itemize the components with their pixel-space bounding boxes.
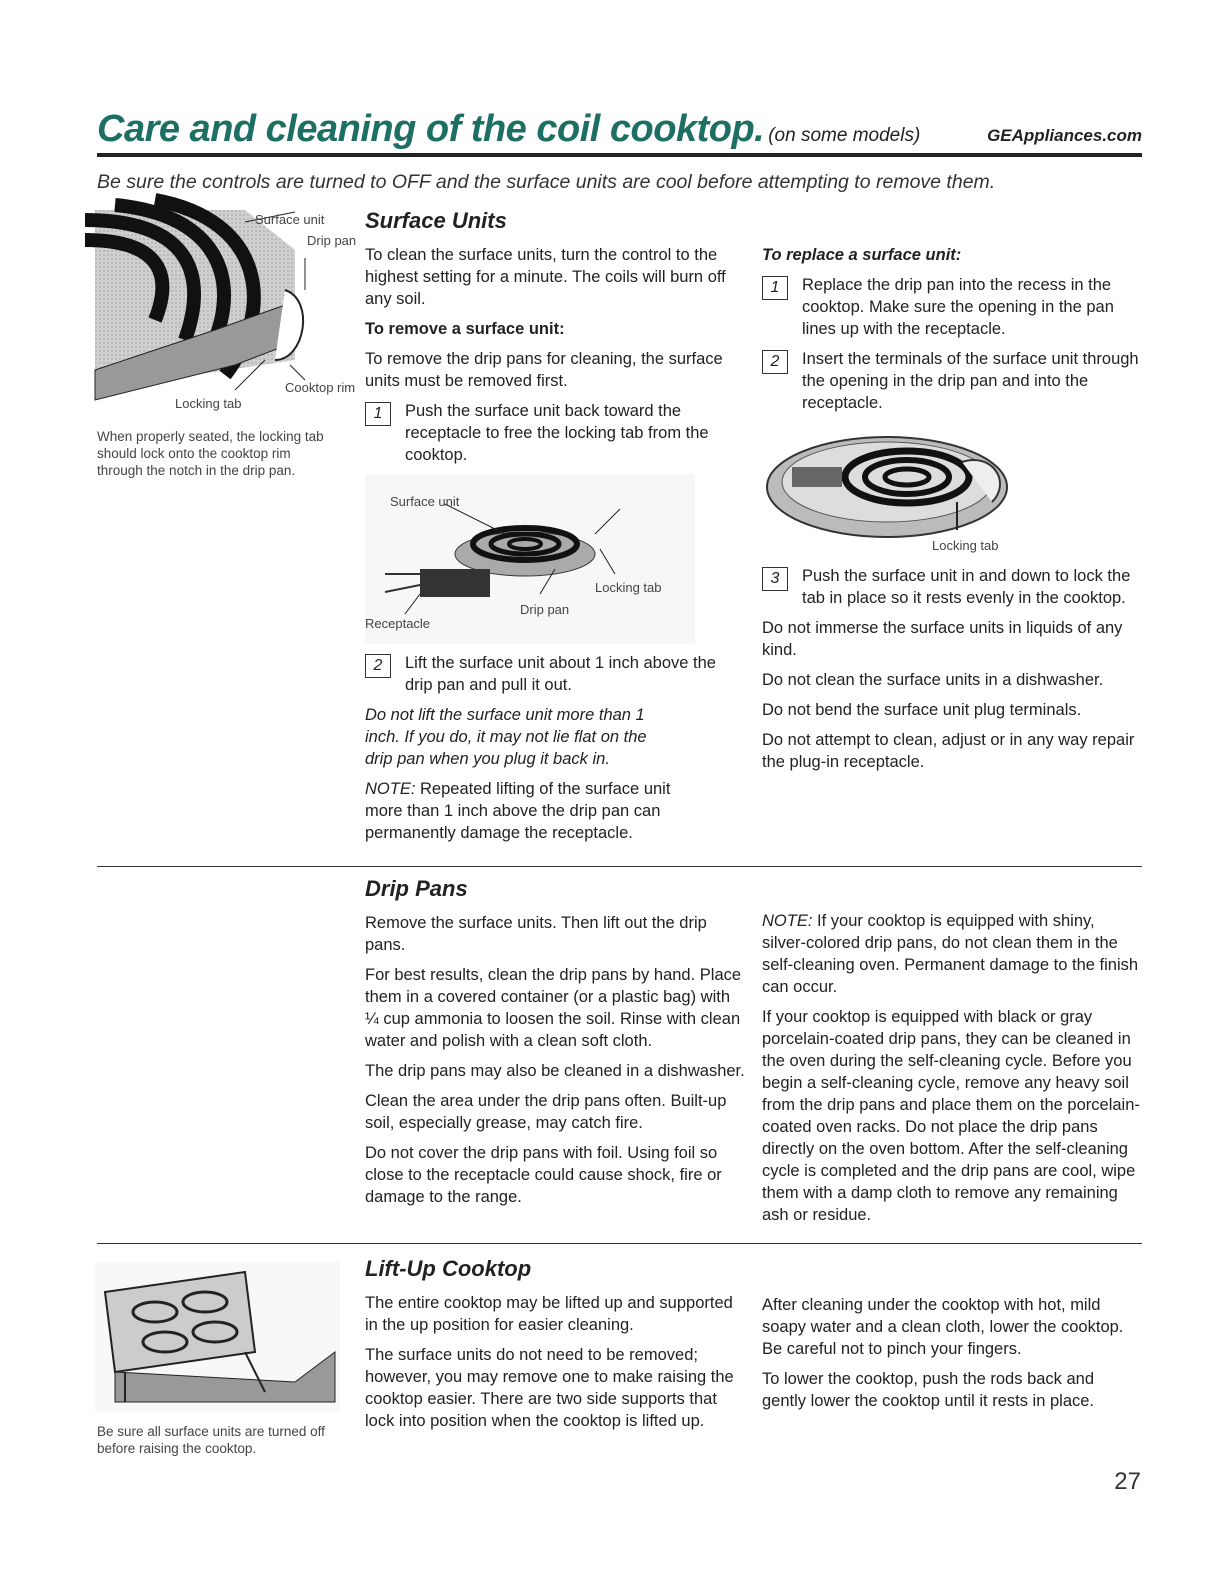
replace-step-2: 2 Insert the terminals of the surface unit through the opening in the drip pan and into the receptacle. <box>762 348 1142 414</box>
step-number-icon: 2 <box>365 654 391 678</box>
surface-units-section <box>365 208 745 852</box>
label-locking-tab: Locking tab <box>175 396 242 411</box>
drip-pans-p4: Clean the area under the drip pans often. Built-up soil, especially grease, may catch fire. <box>365 1092 727 1132</box>
remove-step-1: 1 Push the surface unit back toward the receptacle to free the locking tab from the cooktop. <box>365 400 745 466</box>
remove-heading: To remove a surface unit: <box>365 320 565 338</box>
note-label: NOTE: <box>365 780 416 798</box>
remove-step-2: 2 Lift the surface unit about 1 inch above the drip pan and pull it out. <box>365 652 745 696</box>
page-title: Care and cleaning of the coil cooktop. (on some models) <box>97 108 921 150</box>
liftup-p2: The surface units do not need to be removed; however, you may remove one to make raising the cooktop easier. There are two side supports that lock into position when the cooktop is lifted up. <box>365 1346 734 1430</box>
liftup-p1: The entire cooktop may be lifted up and supported in the up position for easier cleaning. <box>365 1294 733 1334</box>
liftup-p3: After cleaning under the cooktop with hot, mild soapy water and a clean cloth, lower the cooktop. Be careful not to pinch your fingers. <box>762 1296 1124 1358</box>
surface-units-intro: To clean the surface units, turn the control to the highest setting for a minute. The coils will burn off any soil. <box>365 246 726 308</box>
page-subtitle: (on some models) <box>768 125 921 146</box>
intro-warning: Be sure the controls are turned to OFF and the surface units are cool before attempting to remove them. <box>97 171 996 193</box>
dont-dishwasher: Do not clean the surface units in a dishwasher. <box>762 671 1104 689</box>
drip-pans-heading: Drip Pans <box>365 876 468 901</box>
liftup-cooktop-figure <box>95 1262 340 1412</box>
step-number-icon: 3 <box>762 567 788 591</box>
step-number-icon: 2 <box>762 350 788 374</box>
label-receptacle: Receptacle <box>365 616 431 631</box>
dont-repair: Do not attempt to clean, adjust or in any way repair the plug-in receptacle. <box>762 731 1135 771</box>
liftup-p4: To lower the cooktop, push the rods back and gently lower the cooktop until it rests in place. <box>762 1370 1095 1410</box>
liftup-caption: Be sure all surface units are turned off before raising the cooktop. <box>97 1424 325 1456</box>
label-drip-pan: Drip pan <box>520 602 570 617</box>
note-label: NOTE: <box>762 912 813 930</box>
dont-immerse: Do not immerse the surface units in liquids of any kind. <box>762 619 1123 659</box>
surface-units-heading: Surface Units <box>365 208 507 233</box>
drip-pans-p5: Do not cover the drip pans with foil. Using foil so close to the receptacle could cause shock, fire or damage to the range. <box>365 1144 722 1206</box>
drip-pans-p6: If your cooktop is equipped with black or gray porcelain-coated drip pans, they can be cleaned in the oven during the self-cleaning cycle. Before you begin a self-cleaning cycle, remove any heavy soil from the drip pans and place them on the porcelain-coated oven racks. Do not place the drip pans directly on the oven bottom. After the self-cleaning cycle is completed and the drip pans are cool, wipe them with a damp cloth to remove any remaining ash or residue. <box>762 1008 1140 1224</box>
step-number-icon: 1 <box>762 276 788 300</box>
section-divider <box>97 866 1142 867</box>
dont-bend: Do not bend the surface unit plug terminals. <box>762 701 1082 719</box>
figure1-caption: When properly seated, the locking tab should lock onto the cooktop rim through the notch in the drip pan. <box>97 429 324 478</box>
label-surface-unit: Surface unit <box>390 494 460 509</box>
drip-pans-p2: For best results, clean the drip pans by hand. Place them in a covered container (or a plastic bag) with ¼ cup ammonia to loosen the soil. Rinse with clean water and polish with a clean soft cloth. <box>365 966 742 1050</box>
liftup-right <box>762 1294 1142 1420</box>
replace-step-3: 3 Push the surface unit in and down to lock the tab in place so it rests evenly in the cooktop. <box>762 565 1142 609</box>
website-label: GEAppliances.com <box>987 126 1142 145</box>
remove-intro: To remove the drip pans for cleaning, the surface units must be removed first. <box>365 350 723 390</box>
label-drip-pan: Drip pan <box>307 233 357 248</box>
drip-pans-note: NOTE: If your cooktop is equipped with shiny, silver-colored drip pans, do not clean them in the self-cleaning oven. Permanent damage to the finish can occur. <box>762 912 1139 996</box>
replace-unit-figure <box>762 422 1022 557</box>
drip-pans-right <box>762 910 1142 1234</box>
lift-warning: Do not lift the surface unit more than 1 inch. If you do, it may not lie flat on the drip pan when you plug it back in. <box>365 706 647 768</box>
step-number-icon: 1 <box>365 402 391 426</box>
receptacle-note: NOTE: Repeated lifting of the surface unit more than 1 inch above the drip pan can permanently damage the receptacle. <box>365 780 671 842</box>
page-number: 27 <box>1114 1468 1141 1495</box>
liftup-section <box>365 1256 745 1440</box>
label-locking-tab: Locking tab <box>932 538 999 553</box>
label-locking-tab: Locking tab <box>595 580 662 595</box>
surface-unit-figure <box>95 210 357 415</box>
section-divider <box>97 1243 1142 1244</box>
remove-unit-figure <box>365 474 695 644</box>
drip-pans-p1: Remove the surface units. Then lift out the drip pans. <box>365 914 707 954</box>
label-surface: Surface unit <box>255 212 325 227</box>
replace-heading: To replace a surface unit: <box>762 246 962 264</box>
liftup-heading: Lift-Up Cooktop <box>365 1256 532 1281</box>
drip-pans-section <box>365 876 745 1216</box>
replace-section <box>762 244 1142 781</box>
replace-step-1: 1 Replace the drip pan into the recess in the cooktop. Make sure the opening in the pan lines up with the receptacle. <box>762 274 1142 340</box>
label-cooktop-rim: Cooktop rim <box>285 380 356 395</box>
drip-pans-p3: The drip pans may also be cleaned in a dishwasher. <box>365 1062 745 1080</box>
header-rule <box>97 153 1142 157</box>
